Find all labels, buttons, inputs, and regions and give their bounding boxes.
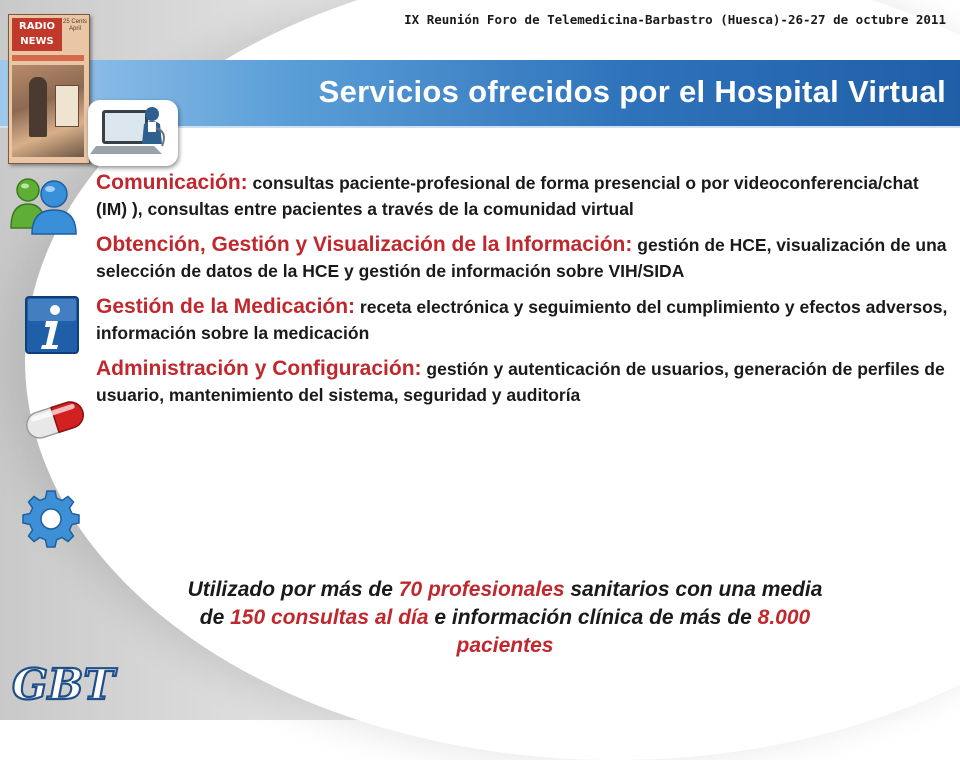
service-heading: Administración y Configuración: <box>96 357 422 380</box>
consultations-count: 150 consultas al día <box>230 606 429 629</box>
users-icon <box>8 170 80 236</box>
slide-title: Servicios ofrecidos por el Hospital Virtual <box>318 74 946 109</box>
service-heading: Obtención, Gestión y Visualización de la Información: <box>96 233 633 256</box>
service-item-administration <box>96 356 951 408</box>
service-item-information <box>96 232 951 284</box>
conference-header: IX Reunión Foro de Telemedicina-Barbastro (Huesca)-26-27 de octubre 2011 <box>404 12 946 27</box>
service-item-medication <box>96 294 951 346</box>
professionals-count: 70 profesionales <box>398 578 565 601</box>
gbt-logo <box>10 655 130 710</box>
service-text: receta electrónica y seguimiento del cumplimiento y efectos adversos, información sobre la medicación <box>96 297 948 343</box>
service-item-communication <box>96 170 951 222</box>
service-text: gestión y autenticación de usuarios, generación de perfiles de usuario, mantenimiento del sistema, seguridad y auditoría <box>96 359 945 405</box>
pill-icon <box>20 395 90 445</box>
gbt-logo-text: GBT <box>12 660 115 709</box>
service-text: gestión de HCE, visualización de una selección de datos de la HCE y gestión de información sobre VIH/SIDA <box>96 235 947 281</box>
usage-summary: Utilizado por más de 70 profesionales sanitarios con una media de 150 consultas al día e información clínica de más de 8.000 pacientes <box>187 578 823 657</box>
magazine-device <box>55 85 79 127</box>
patients-count: 8.000 pacientes <box>456 606 811 657</box>
info-icon <box>24 295 80 355</box>
magazine-price: 25 Cents April <box>63 19 88 32</box>
service-heading: Comunicación: <box>96 171 248 194</box>
service-heading: Gestión de la Medicación: <box>96 295 356 318</box>
magazine-cover-image <box>8 14 90 164</box>
gear-icon <box>22 490 80 548</box>
laptop-doctor-icon <box>88 100 178 166</box>
magazine-strip <box>12 55 84 61</box>
services-list <box>96 170 951 418</box>
service-text: consultas paciente-profesional de forma presencial o por videoconferencia/chat (IM) ), consultas entre pacientes a través de la comunidad virtual <box>96 173 919 219</box>
magazine-figure <box>29 77 47 137</box>
magazine-logo: RADIO NEWS <box>12 18 62 51</box>
